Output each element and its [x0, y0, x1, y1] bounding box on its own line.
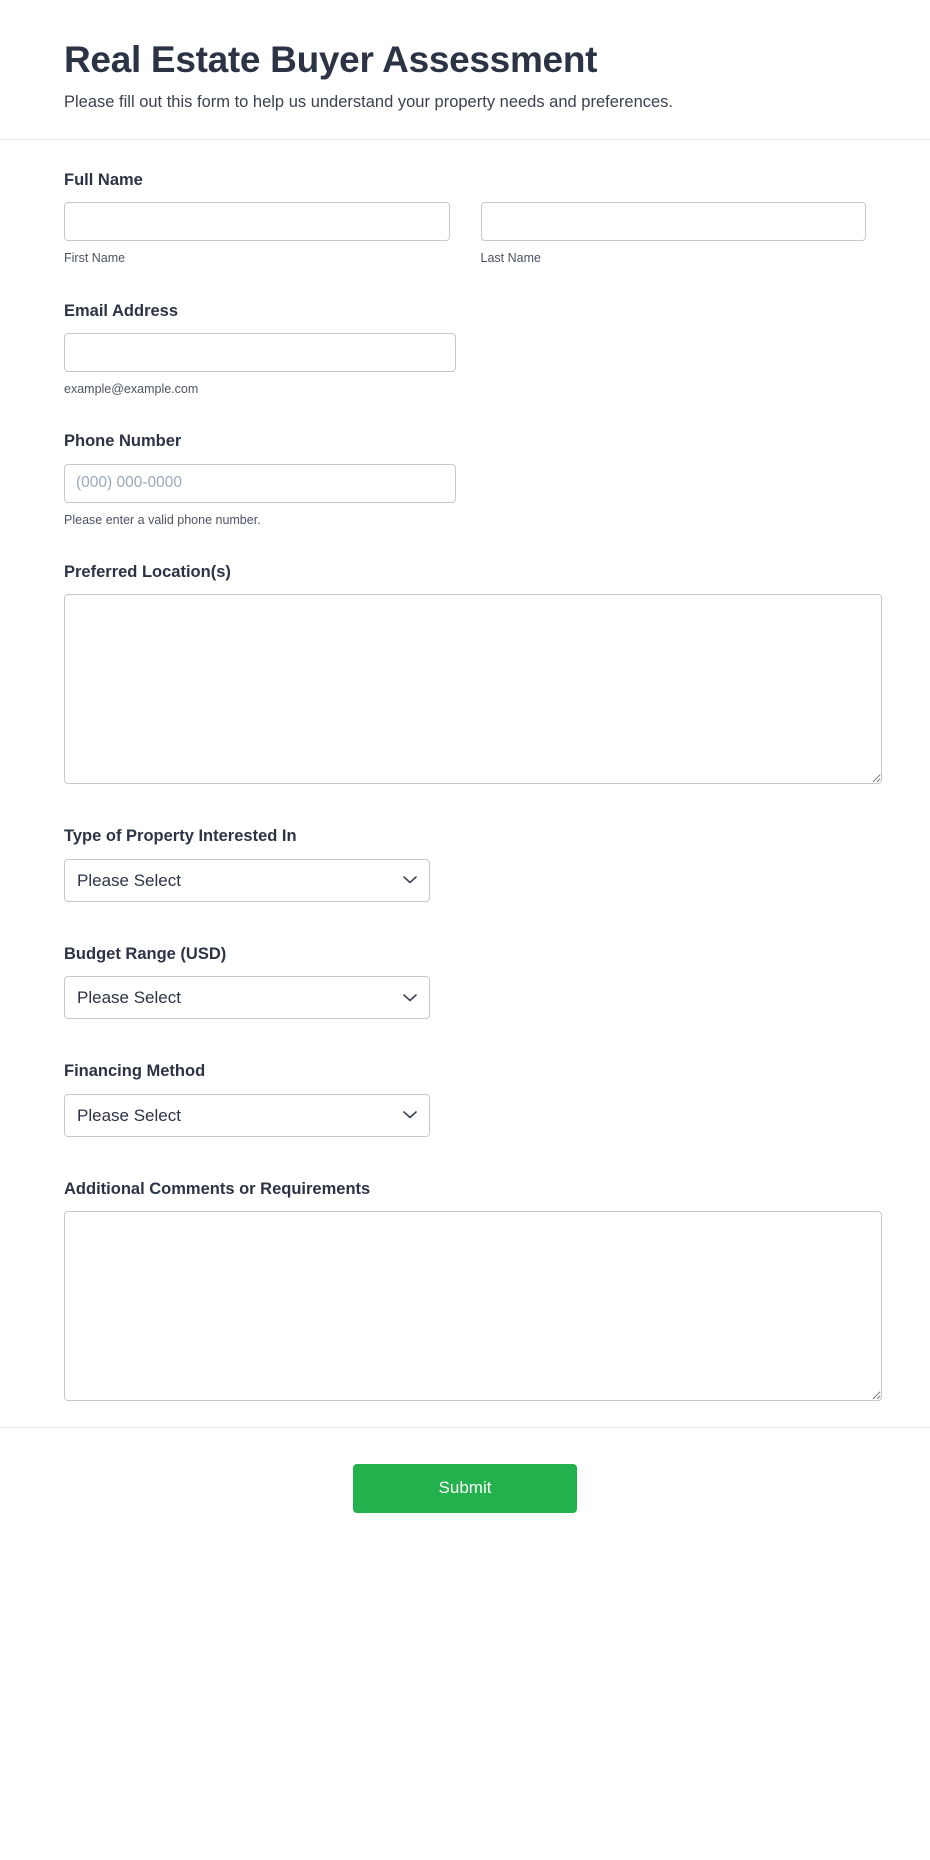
first-name-group — [64, 202, 450, 266]
field-additional-comments — [64, 1179, 866, 1401]
additional-comments-textarea[interactable] — [64, 1211, 882, 1401]
full-name-label: Full Name — [64, 170, 143, 189]
email-label: Email Address — [64, 301, 179, 320]
phone-input[interactable] — [64, 464, 456, 503]
full-name-row — [64, 202, 866, 266]
budget-range-label: Budget Range (USD) — [64, 944, 227, 963]
last-name-group — [481, 202, 867, 266]
property-type-select-wrap[interactable] — [64, 859, 430, 902]
form-footer — [0, 1427, 930, 1572]
last-name-input[interactable] — [481, 202, 867, 241]
page-subtitle: Please fill out this form to help us understand your property needs and preferences. — [64, 92, 674, 111]
property-type-label: Type of Property Interested In — [64, 827, 297, 846]
phone-sublabel: Please enter a valid phone number. — [64, 512, 261, 527]
form-body — [0, 140, 930, 1401]
property-type-select[interactable] — [64, 859, 430, 902]
submit-button[interactable]: Submit — [353, 1464, 577, 1512]
phone-label: Phone Number — [64, 432, 182, 451]
field-email — [64, 301, 866, 398]
email-input[interactable] — [64, 333, 456, 372]
field-budget-range — [64, 944, 866, 1019]
first-name-sublabel: First Name — [64, 251, 126, 266]
financing-method-select[interactable] — [64, 1094, 430, 1137]
page-title: Real Estate Buyer Assessment — [64, 39, 598, 80]
first-name-input[interactable] — [64, 202, 450, 241]
last-name-sublabel: Last Name — [480, 251, 541, 266]
additional-comments-label: Additional Comments or Requirements — [64, 1179, 371, 1198]
field-full-name — [64, 170, 866, 267]
field-property-type — [64, 826, 866, 901]
field-preferred-locations — [64, 562, 866, 784]
financing-method-label: Financing Method — [64, 1062, 206, 1081]
field-phone — [64, 431, 866, 528]
budget-range-select-wrap[interactable] — [64, 976, 430, 1019]
preferred-locations-label: Preferred Location(s) — [64, 562, 231, 581]
field-financing-method — [64, 1061, 866, 1136]
budget-range-select[interactable] — [64, 976, 430, 1019]
email-sublabel: example@example.com — [64, 382, 199, 397]
form-header — [0, 0, 930, 140]
financing-method-select-wrap[interactable] — [64, 1094, 430, 1137]
preferred-locations-textarea[interactable] — [64, 594, 882, 784]
